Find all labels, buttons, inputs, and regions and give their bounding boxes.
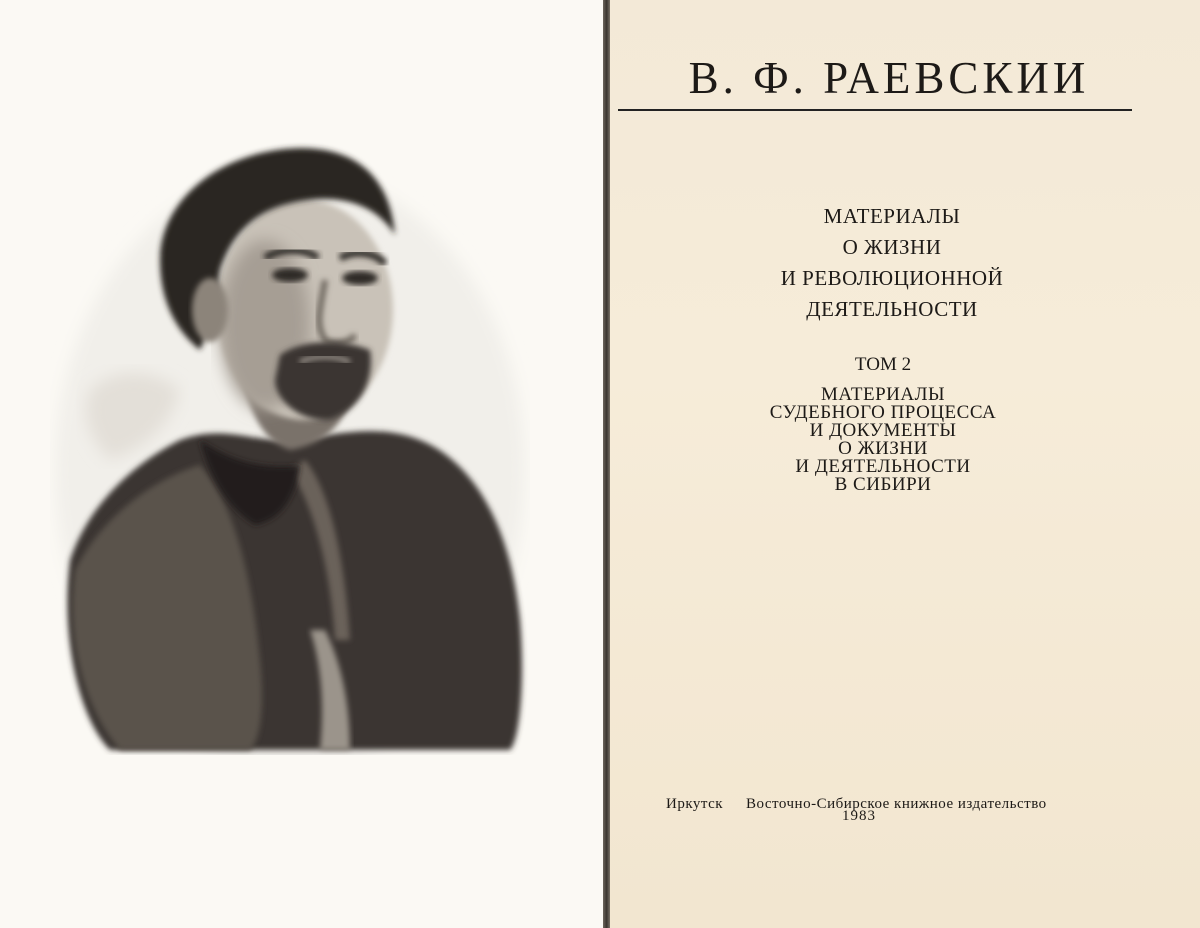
imprint-year: 1983 [842, 808, 876, 824]
portrait-photo-icon [50, 140, 530, 755]
book-subtitle [597, 201, 1187, 325]
subtitle-line: О ЖИЗНИ [842, 235, 942, 259]
volume-subtitle-line: В СИБИРИ [834, 474, 932, 495]
author-name: В. Ф. РАЕВСКИИ [688, 53, 1090, 103]
subtitle-line: МАТЕРИАЛЫ [823, 204, 961, 228]
volume-subtitle-line: О ЖИЗНИ [838, 438, 928, 459]
imprint-publisher: Восточно-Сибирское книжное издательство [746, 796, 1047, 812]
volume-number: ТОМ 2 [854, 354, 912, 375]
imprint-city: Иркутск [666, 796, 724, 812]
subtitle-line: ДЕЯТЕЛЬНОСТИ [806, 297, 978, 321]
volume-subtitle-line: И ДЕЯТЕЛЬНОСТИ [795, 456, 971, 477]
subtitle-line: И РЕВОЛЮЦИОННОЙ [780, 266, 1004, 290]
right-page-title [610, 0, 1200, 928]
volume-subtitle [588, 386, 1178, 494]
title-rule [618, 109, 1132, 111]
volume-subtitle-line: СУДЕБНОГО ПРОЦЕССА [769, 402, 997, 423]
volume-subtitle-line: МАТЕРИАЛЫ [820, 384, 946, 405]
volume-subtitle-line: И ДОКУМЕНТЫ [809, 420, 957, 441]
